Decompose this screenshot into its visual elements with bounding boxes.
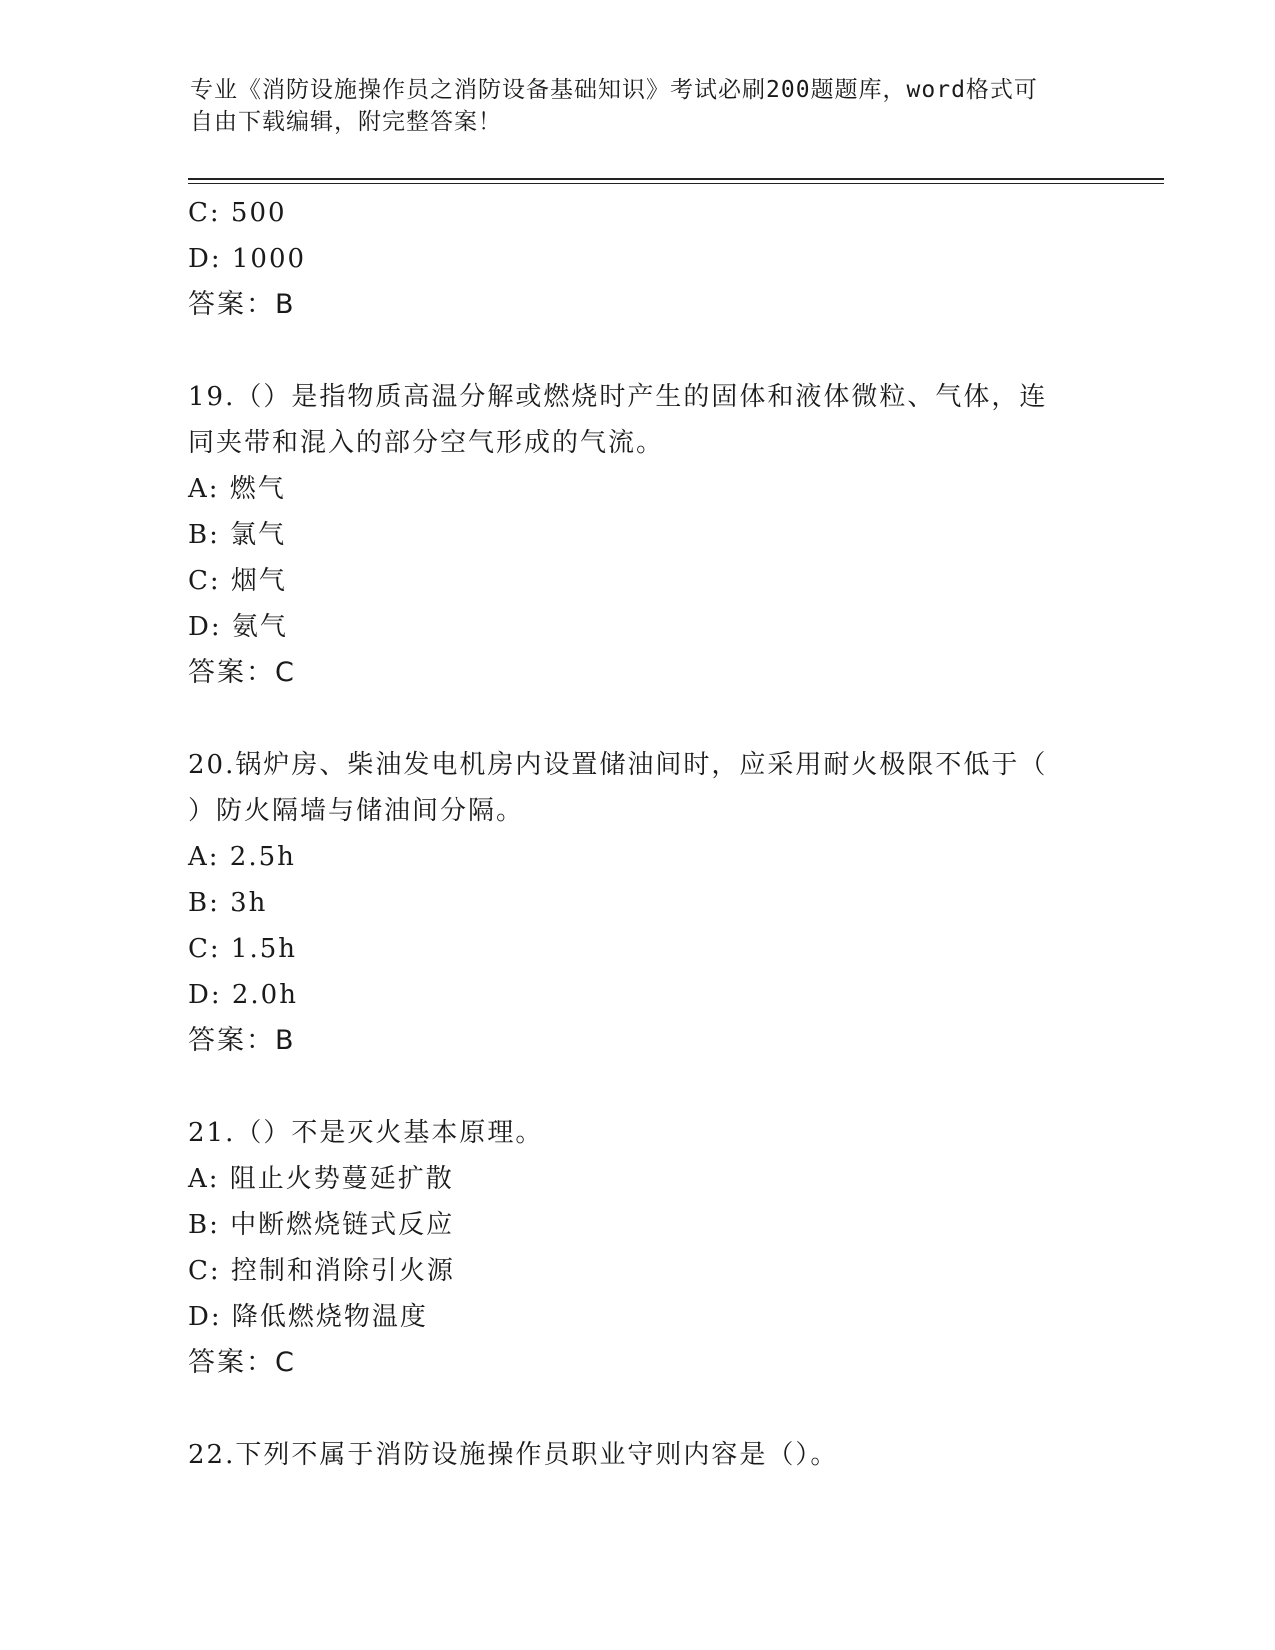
question-stem-line-1: 22.下列不属于消防设施操作员职业守则内容是（）。 bbox=[188, 1440, 839, 1470]
option-a: A: 2.5h bbox=[188, 842, 296, 872]
question-20 bbox=[188, 742, 1088, 1064]
question-22 bbox=[188, 1432, 1088, 1478]
answer-label: 答案：B bbox=[188, 289, 296, 320]
option-b: B: 氯气 bbox=[188, 520, 287, 550]
option-c: C: 烟气 bbox=[188, 566, 287, 596]
spacer bbox=[188, 1064, 1088, 1110]
answer-label: 答案：C bbox=[188, 1347, 296, 1378]
option-a: A: 阻止火势蔓延扩散 bbox=[188, 1164, 454, 1194]
option-b: B: 3h bbox=[188, 888, 268, 918]
answer-label: 答案：B bbox=[188, 1025, 296, 1056]
header-rule-thick bbox=[188, 178, 1164, 180]
header-line-2: 自由下载编辑，附完整答案！ bbox=[190, 109, 502, 135]
question-21 bbox=[188, 1110, 1088, 1386]
option-b: B: 中断燃烧链式反应 bbox=[188, 1210, 455, 1240]
header-rule-thin bbox=[188, 183, 1164, 184]
question-18-tail bbox=[188, 190, 1088, 328]
question-list bbox=[188, 190, 1088, 1478]
option-c: C: 500 bbox=[188, 198, 287, 228]
option-a: A: 燃气 bbox=[188, 474, 286, 504]
option-d: D: 氨气 bbox=[188, 612, 288, 642]
spacer bbox=[188, 328, 1088, 374]
option-d: D: 降低燃烧物温度 bbox=[188, 1302, 428, 1332]
question-stem-line-2: ）防火隔墙与储油间分隔。 bbox=[188, 796, 525, 826]
question-stem-line-1: 21.（）不是灭火基本原理。 bbox=[188, 1118, 544, 1148]
header-line-1: 专业《消防设施操作员之消防设备基础知识》考试必刷200题题库，word格式可 bbox=[190, 77, 1038, 103]
option-c: C: 1.5h bbox=[188, 934, 298, 964]
option-c: C: 控制和消除引火源 bbox=[188, 1256, 455, 1286]
spacer bbox=[188, 1386, 1088, 1432]
document-header bbox=[190, 74, 1090, 138]
question-19 bbox=[188, 374, 1088, 696]
question-stem-line-2: 同夹带和混入的部分空气形成的气流。 bbox=[188, 428, 665, 458]
question-stem-line-1: 19.（）是指物质高温分解或燃烧时产生的固体和液体微粒、气体，连 bbox=[188, 382, 1048, 412]
option-d: D: 1000 bbox=[188, 244, 307, 274]
answer-label: 答案：C bbox=[188, 657, 296, 688]
option-d: D: 2.0h bbox=[188, 980, 298, 1010]
question-stem-line-1: 20.锅炉房、柴油发电机房内设置储油间时，应采用耐火极限不低于（ bbox=[188, 750, 1048, 780]
spacer bbox=[188, 696, 1088, 742]
